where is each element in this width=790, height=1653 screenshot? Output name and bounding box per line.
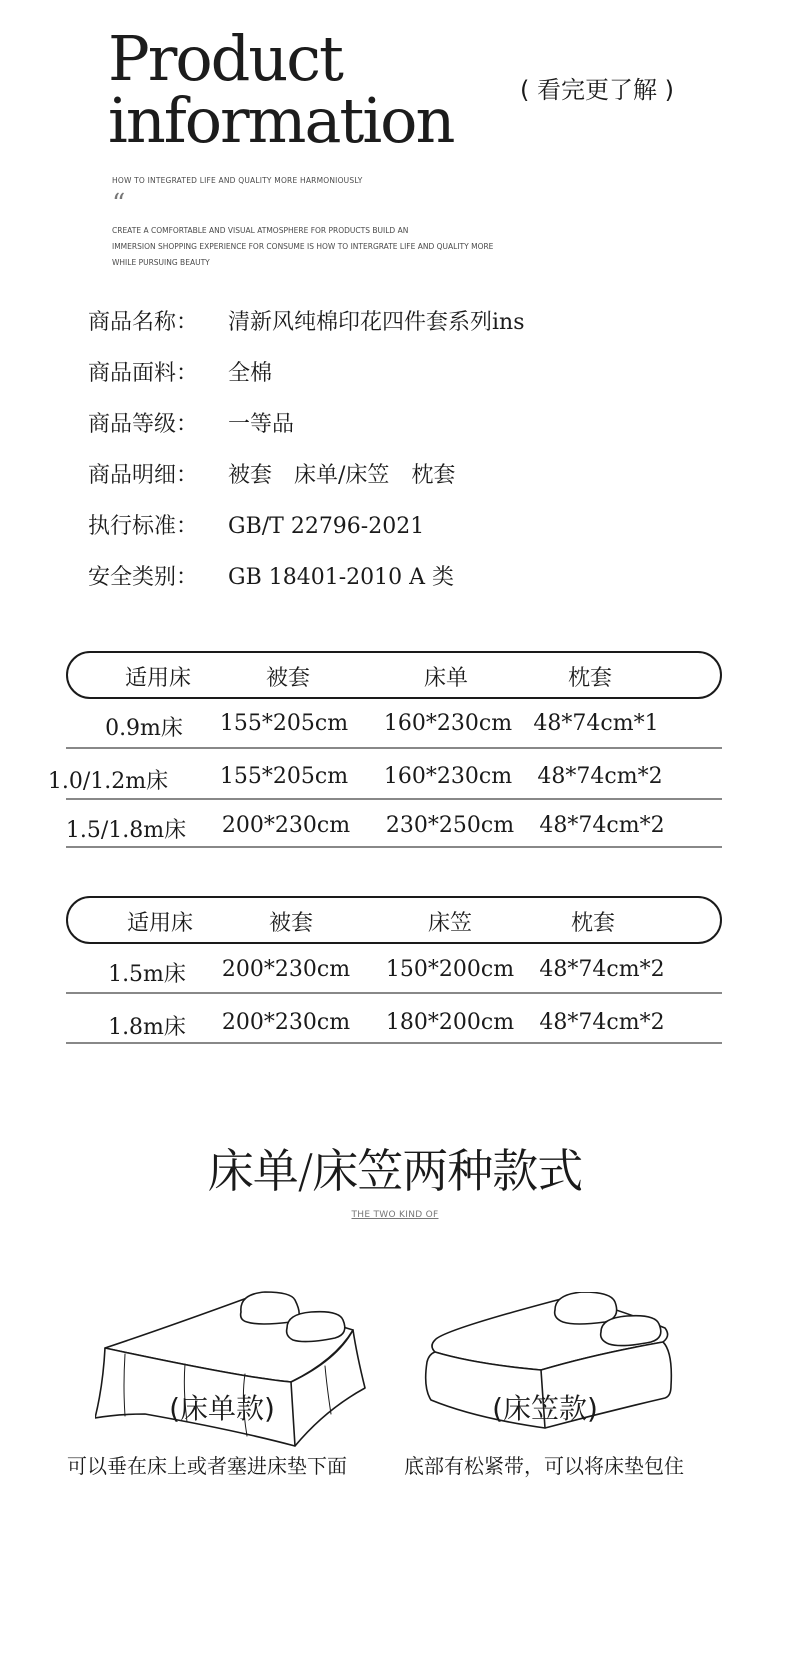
header-cell: 适用床 (124, 666, 192, 691)
table-cell: 150*200cm (385, 957, 515, 982)
row-divider (66, 992, 722, 994)
table-cell: 180*200cm (385, 1010, 515, 1035)
flat-sheet-style-label: (床单款) (169, 1392, 275, 1425)
table-cell: 200*230cm (221, 813, 351, 838)
info-row (88, 407, 525, 458)
read-more-note: ( 看完更了解 ) (520, 76, 674, 104)
styles-subtitle: THE TWO KIND OF (351, 1210, 439, 1220)
table-cell: 155*205cm (219, 711, 349, 736)
tagline: HOW TO INTEGRATED LIFE AND QUALITY MORE HARMONIOUSLY (112, 176, 363, 185)
info-label: 安全类别： (88, 565, 199, 590)
table-cell: 160*230cm (383, 711, 513, 736)
info-label: 执行标准： (88, 514, 199, 539)
table-cell: 48*74cm*1 (533, 711, 659, 736)
info-row (88, 560, 525, 611)
info-value: 被套 床单/床笠 枕套 (228, 463, 456, 488)
table-cell: 1.8m床 (108, 1015, 186, 1040)
row-divider (66, 846, 722, 848)
info-label: 商品等级： (88, 412, 199, 437)
table-cell: 155*205cm (219, 764, 349, 789)
title-line-2: information (108, 84, 454, 157)
info-row (88, 356, 525, 407)
header-cell: 床单 (423, 666, 469, 691)
row-divider (66, 747, 722, 749)
table-cell: 0.9m床 (105, 716, 183, 741)
info-value: GB 18401-2010 A 类 (228, 565, 455, 590)
header-cell: 适用床 (126, 911, 194, 936)
table-cell: 48*74cm*2 (539, 813, 665, 838)
header-cell: 枕套 (567, 666, 613, 691)
fitted-sheet-style-desc: 底部有松紧带，可以将床垫包住 (404, 1454, 684, 1478)
table-cell: 48*74cm*2 (539, 1010, 665, 1035)
description-line: CREATE A COMFORTABLE AND VISUAL ATMOSPHERE FOR PRODUCTS BUILD AN (112, 226, 409, 235)
header-cell: 枕套 (570, 911, 616, 936)
info-row (88, 509, 525, 560)
styles-headline: 床单/床笠两种款式 (207, 1144, 583, 1198)
info-value: 全棉 (228, 361, 273, 386)
product-info-list (88, 305, 525, 611)
quote-mark-icon: “ (112, 189, 126, 219)
description-line: WHILE PURSUING BEAUTY (112, 258, 210, 267)
size-table-fitted-sheet (66, 896, 722, 1046)
table-cell: 200*230cm (221, 1010, 351, 1035)
flat-sheet-style-desc: 可以垂在床上或者塞进床垫下面 (67, 1454, 347, 1478)
table-cell: 1.5/1.8m床 (65, 818, 187, 843)
table-cell: 200*230cm (221, 957, 351, 982)
table-cell: 230*250cm (385, 813, 515, 838)
header-cell: 被套 (268, 911, 314, 936)
info-row (88, 458, 525, 509)
table-cell: 1.0/1.2m床 (47, 769, 169, 794)
header-cell: 被套 (265, 666, 311, 691)
info-label: 商品名称： (88, 310, 199, 335)
info-row (88, 305, 525, 356)
row-divider (66, 798, 722, 800)
info-value: 清新风纯棉印花四件套系列ins (228, 310, 525, 335)
header-cell: 床笠 (427, 911, 473, 936)
info-value: GB/T 22796-2021 (228, 514, 425, 539)
table-cell: 1.5m床 (108, 962, 186, 987)
title-line-1: Product (108, 22, 342, 95)
fitted-sheet-style-label: (床笠款) (492, 1392, 598, 1425)
info-label: 商品明细： (88, 463, 199, 488)
row-divider (66, 1042, 722, 1044)
table-cell: 48*74cm*2 (539, 957, 665, 982)
size-table-flat-sheet (47, 651, 722, 851)
description-line: IMMERSION SHOPPING EXPERIENCE FOR CONSUME IS HOW TO INTERGRATE LIFE AND QUALITY MORE (112, 242, 494, 251)
info-label: 商品面料： (88, 361, 199, 386)
page-title (108, 22, 454, 157)
table-cell: 160*230cm (383, 764, 513, 789)
table-cell: 48*74cm*2 (537, 764, 663, 789)
info-value: 一等品 (228, 412, 295, 437)
description (112, 223, 512, 271)
